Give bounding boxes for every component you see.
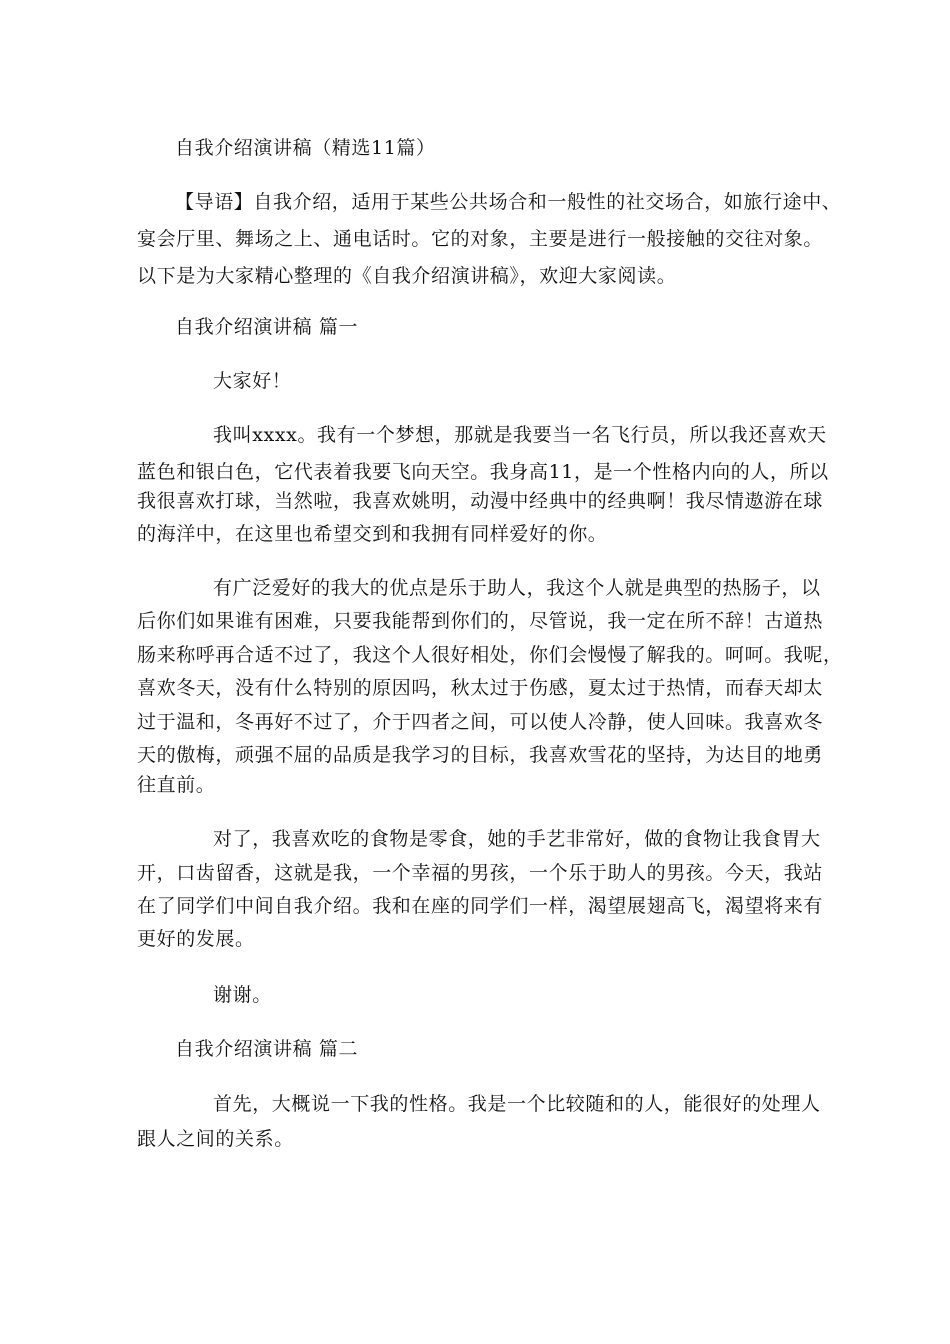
paragraph-line: 对了，我喜欢吃的食物是零食，她的手艺非常好，做的食物让我食胃大 (213, 828, 821, 850)
intro-line: 宴会厅里、舞场之上、通电话时。它的对象，主要是进行一般接触的交往对象。 (137, 228, 824, 250)
section1-greeting: 大家好！ (213, 370, 292, 392)
paragraph-line: 跟人之间的关系。 (137, 1128, 294, 1150)
paragraph-line: 喜欢冬天，没有什么特别的原因吗，秋太过于伤感，夏太过于热情，而春天却太 (137, 677, 824, 699)
paragraph-line: 后你们如果谁有困难，只要我能帮到你们的，尽管说，我一定在所不辞！古道热 (137, 610, 824, 632)
intro-line: 【导语】自我介绍，适用于某些公共场合和一般性的社交场合，如旅行途中、 (175, 191, 842, 213)
paragraph-line: 肠来称呼再合适不过了，我这个人很好相处，你们会慢慢了解我的。呵呵。我呢， (137, 644, 843, 666)
intro-line: 以下是为大家精心整理的《自我介绍演讲稿》，欢迎大家阅读。 (137, 265, 677, 287)
paragraph-line: 我很喜欢打球，当然啦，我喜欢姚明，动漫中经典中的经典啊！我尽情遨游在球 (137, 490, 824, 512)
paragraph-line: 蓝色和银白色，它代表着我要飞向天空。我身高11，是一个性格内向的人，所以 (137, 461, 829, 483)
paragraph-line: 有广泛爱好的我大的优点是乐于助人，我这个人就是典型的热肠子，以 (213, 577, 821, 599)
paragraph-line: 过于温和，冬再好不过了，介于四者之间，可以使人冷静，使人回味。我喜欢冬 (137, 711, 824, 733)
paragraph-line: 开，口齿留香，这就是我，一个幸福的男孩，一个乐于助人的男孩。今天，我站 (137, 862, 824, 884)
section2-heading: 自我介绍演讲稿 篇二 (175, 1038, 359, 1060)
document-title: 自我介绍演讲稿（精选11篇） (175, 137, 436, 159)
paragraph-line: 首先，大概说一下我的性格。我是一个比较随和的人，能很好的处理人 (213, 1093, 821, 1115)
section1-heading: 自我介绍演讲稿 篇一 (175, 316, 359, 338)
paragraph-line: 的海洋中，在这里也希望交到和我拥有同样爱好的你。 (137, 523, 608, 545)
paragraph-line: 天的傲梅，顽强不屈的品质是我学习的目标，我喜欢雪花的坚持，为达目的地勇 (137, 744, 824, 766)
section1-thanks: 谢谢。 (213, 984, 272, 1006)
paragraph-line: 往直前。 (137, 774, 216, 796)
paragraph-line: 我叫xxxx。我有一个梦想，那就是我要当一名飞行员，所以我还喜欢天 (213, 424, 827, 446)
paragraph-line: 在了同学们中间自我介绍。我和在座的同学们一样，渴望展翅高飞，渴望将来有 (137, 895, 824, 917)
paragraph-line: 更好的发展。 (137, 928, 255, 950)
